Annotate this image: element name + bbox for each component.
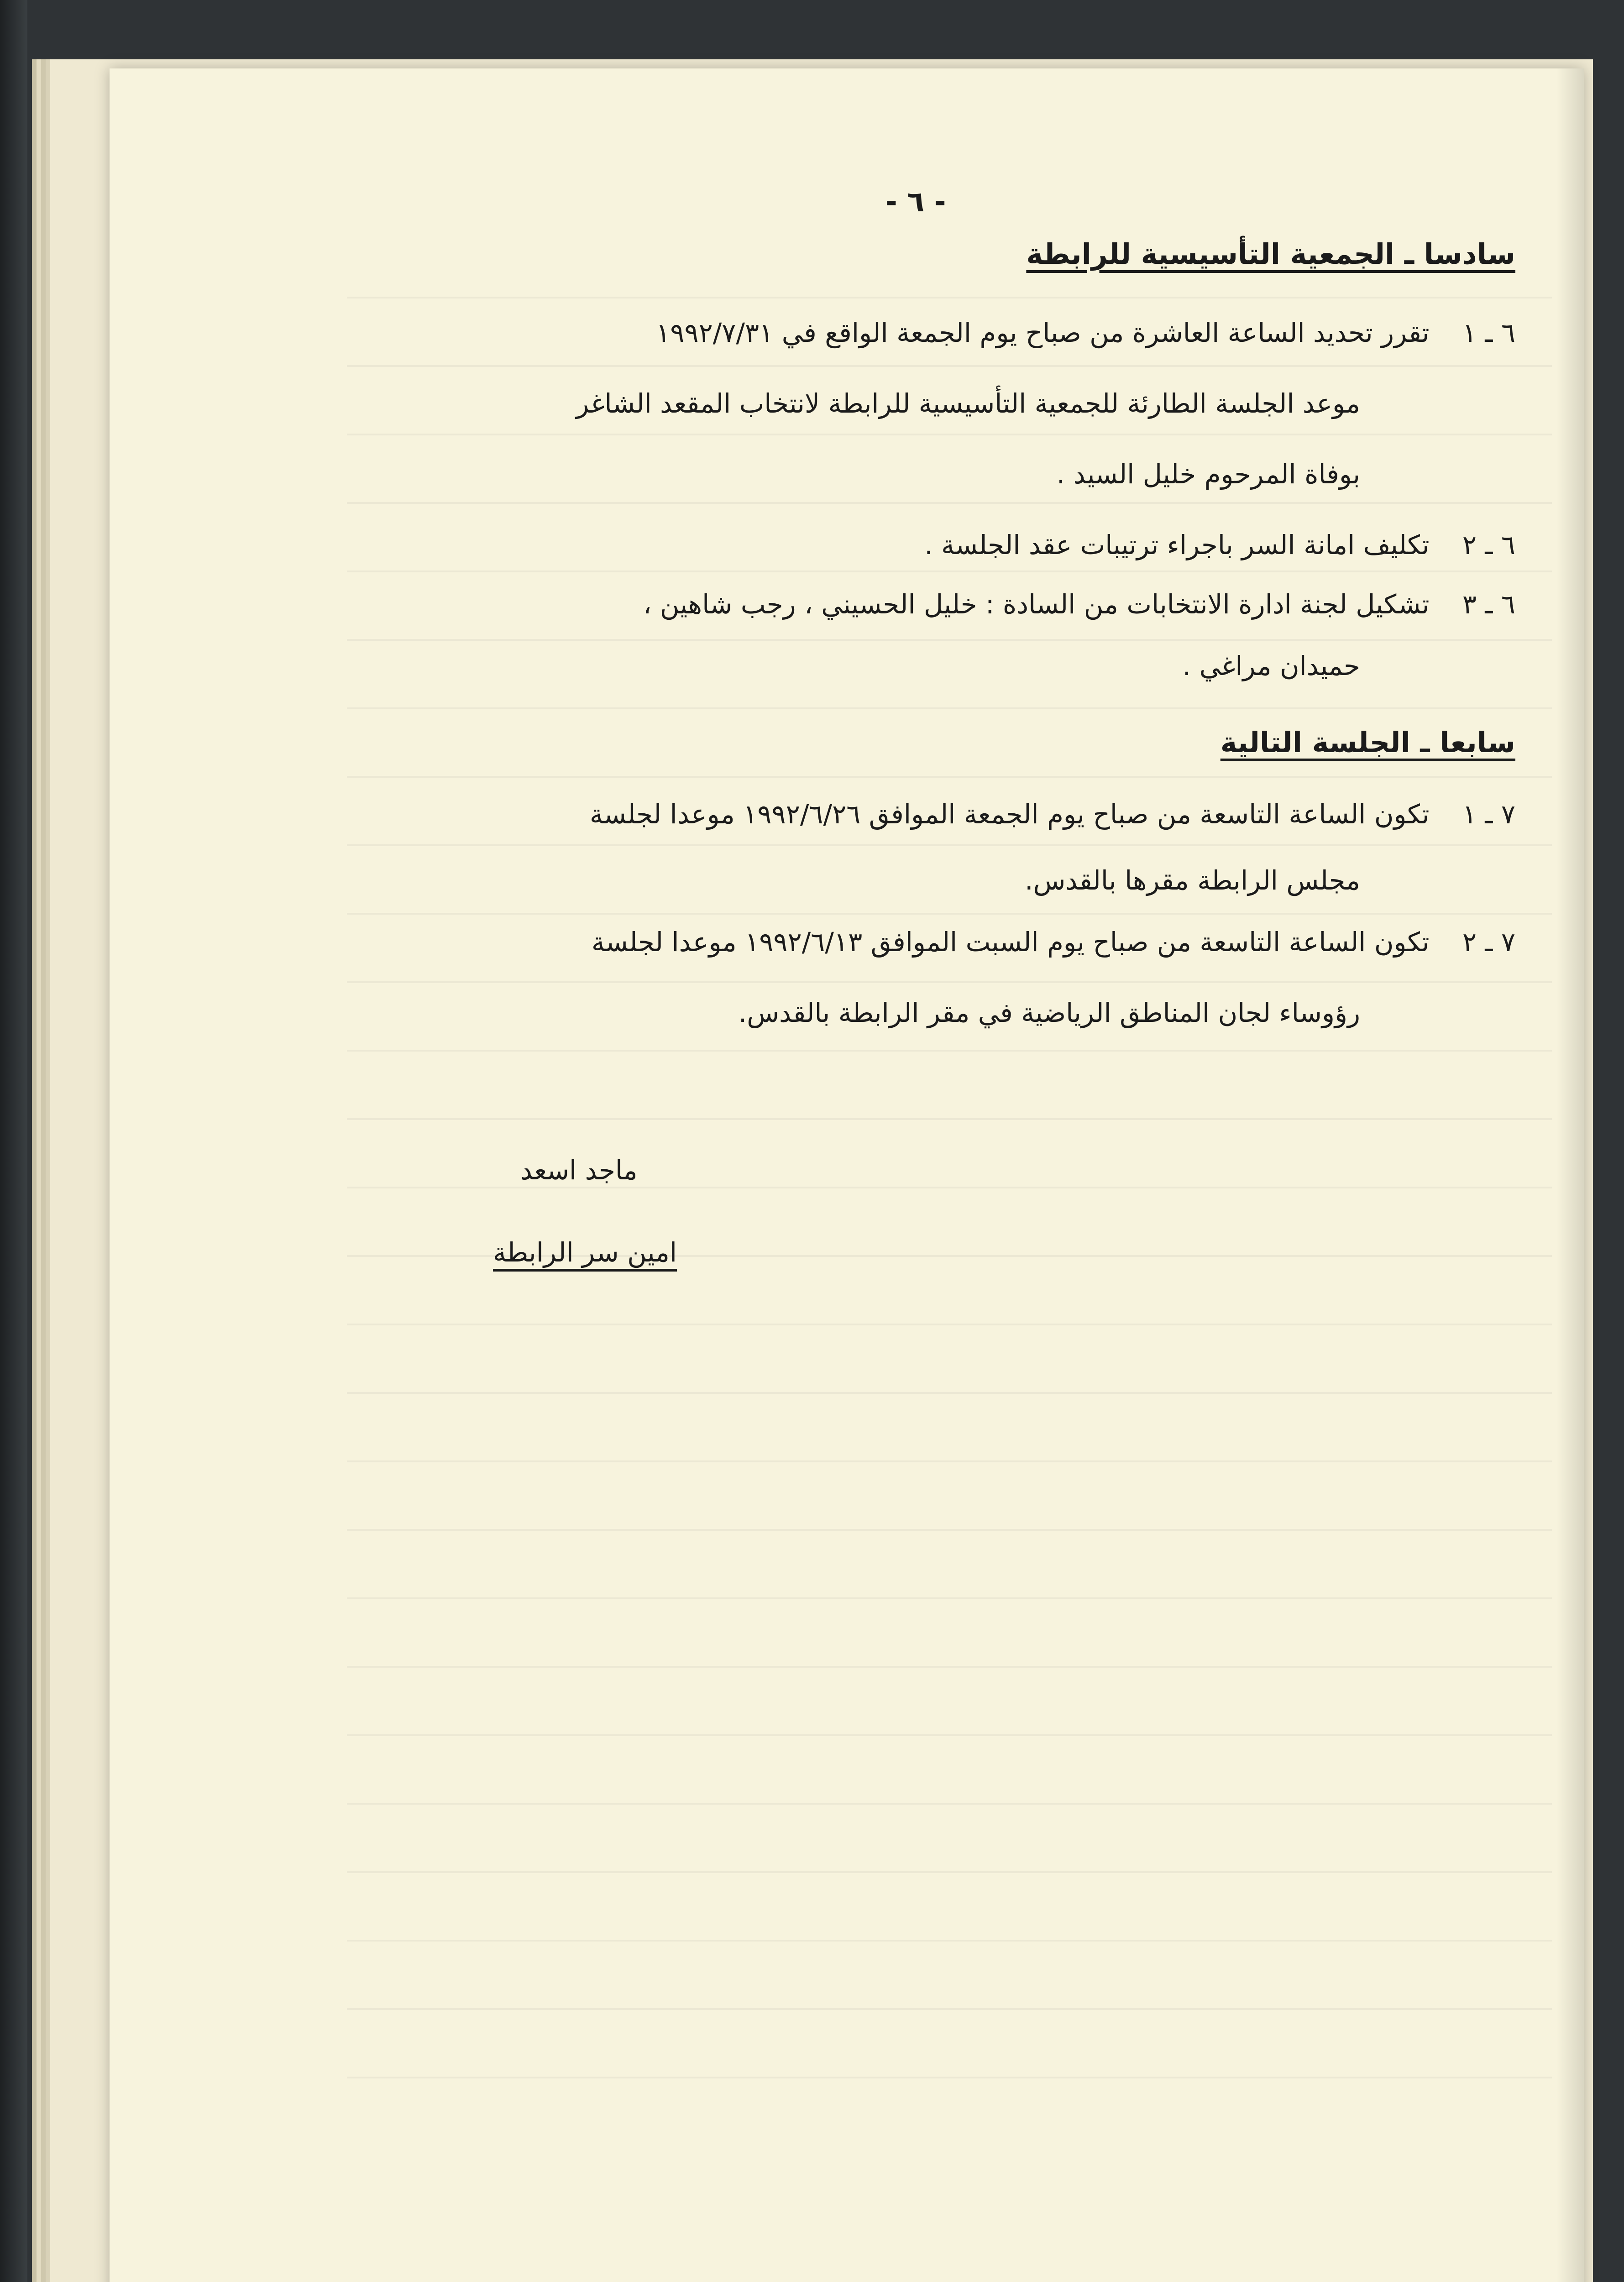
item-6-1-line-1 [656, 317, 1515, 349]
section-7-heading: سابعا ـ الجلسة التالية [1220, 726, 1515, 759]
item-number: ٧ ـ ١ [1462, 799, 1515, 830]
item-number: ٦ ـ ٢ [1462, 529, 1515, 560]
item-7-1-line-2: مجلس الرابطة مقرها بالقدس. [1025, 865, 1360, 896]
item-6-2 [924, 529, 1515, 561]
signatory-title: امين سر الرابطة [493, 1237, 677, 1268]
item-number: ٧ ـ ٢ [1462, 926, 1515, 958]
item-6-1-line-2: موعد الجلسة الطارئة للجمعية التأسيسية للرابطة لانتخاب المقعد الشاغر [576, 388, 1360, 419]
item-7-1-line-1 [590, 799, 1515, 831]
item-text: تكليف امانة السر باجراء ترتيبات عقد الجلسة . [924, 529, 1430, 560]
signatory-name: ماجد اسعد [520, 1155, 638, 1186]
item-6-1-line-3: بوفاة المرحوم خليل السيد . [1056, 459, 1360, 490]
page-number: - ٦ - [885, 185, 946, 218]
item-7-2-line-1 [592, 926, 1515, 958]
item-text: تشكيل لجنة ادارة الانتخابات من السادة : خليل الحسيني ، رجب شاهين ، [643, 589, 1430, 620]
scan-background [0, 0, 27, 2282]
item-6-3-line-1 [643, 589, 1515, 621]
item-number: ٦ ـ ١ [1462, 317, 1515, 348]
item-number: ٦ ـ ٣ [1462, 589, 1515, 620]
section-6-heading: سادسا ـ الجمعية التأسيسية للرابطة [1026, 237, 1515, 271]
item-text: تقرر تحديد الساعة العاشرة من صباح يوم الجمعة الواقع في ١٩٩٢/٧/٣١ [656, 317, 1430, 348]
document-page [110, 68, 1584, 2282]
item-6-3-line-2: حميدان مراغي . [1182, 650, 1360, 681]
item-text: تكون الساعة التاسعة من صباح يوم الجمعة الموافق ١٩٩٢/٦/٢٦ موعدا لجلسة [590, 799, 1430, 830]
item-text: تكون الساعة التاسعة من صباح يوم السبت الموافق ١٩٩٢/٦/١٣ موعدا لجلسة [591, 926, 1430, 958]
item-7-2-line-2: رؤوساء لجان المناطق الرياضية في مقر الرابطة بالقدس. [738, 997, 1360, 1028]
